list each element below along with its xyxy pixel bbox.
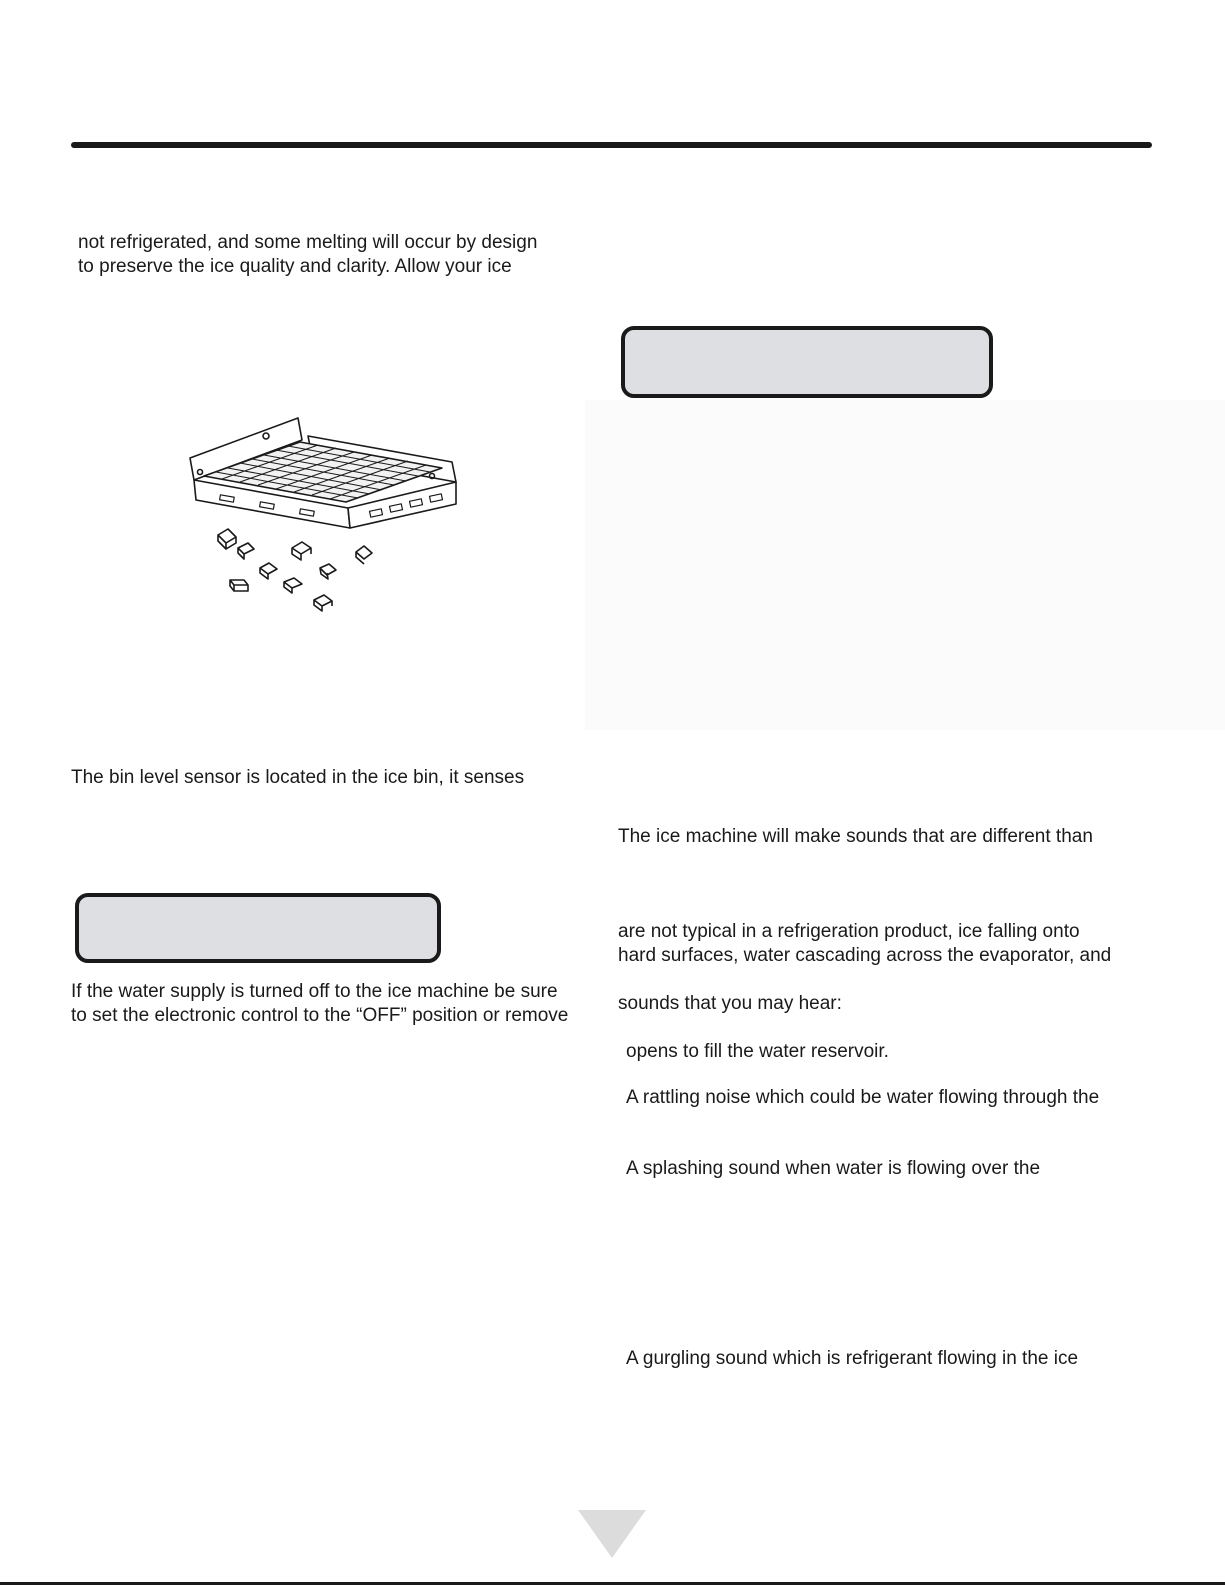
- right-section-header: [621, 326, 993, 398]
- sound-water-valve-text: opens to fill the water reservoir.: [626, 1041, 889, 1062]
- melting-text-line-2: to preserve the ice quality and clarity. Allow your ice: [78, 256, 512, 277]
- sounds-text-line-4: sounds that you may hear:: [618, 993, 842, 1014]
- right-shaded-panel: [585, 400, 1225, 730]
- header-rule: [71, 142, 1152, 148]
- sounds-intro-text: The ice machine will make sounds that are different than: [618, 826, 1093, 847]
- sound-splashing-text: A splashing sound when water is flowing over the: [626, 1158, 1041, 1179]
- sound-gurgling-text: A gurgling sound which is refrigerant flowing in the ice: [626, 1348, 1079, 1369]
- water-supply-text-line-2: to set the electronic control to the “OFF” position or remove: [71, 1005, 569, 1026]
- sounds-text-line-2: are not typical in a refrigeration product, ice falling onto: [618, 921, 1080, 942]
- water-supply-section-header: [75, 893, 441, 963]
- melting-text-line-1: not refrigerated, and some melting will occur by design: [78, 232, 538, 253]
- water-supply-text-line-1: If the water supply is turned off to the ice machine be sure: [71, 981, 558, 1002]
- sound-rattling-text: A rattling noise which could be water flowing through the: [626, 1087, 1100, 1108]
- sounds-text-line-3: hard surfaces, water cascading across the evaporator, and: [618, 945, 1112, 966]
- down-arrow-icon: [578, 1510, 646, 1558]
- ice-grid-cutter-with-cubes-icon: [180, 410, 480, 625]
- bin-level-sensor-text: The bin level sensor is located in the ice bin, it senses: [71, 767, 525, 788]
